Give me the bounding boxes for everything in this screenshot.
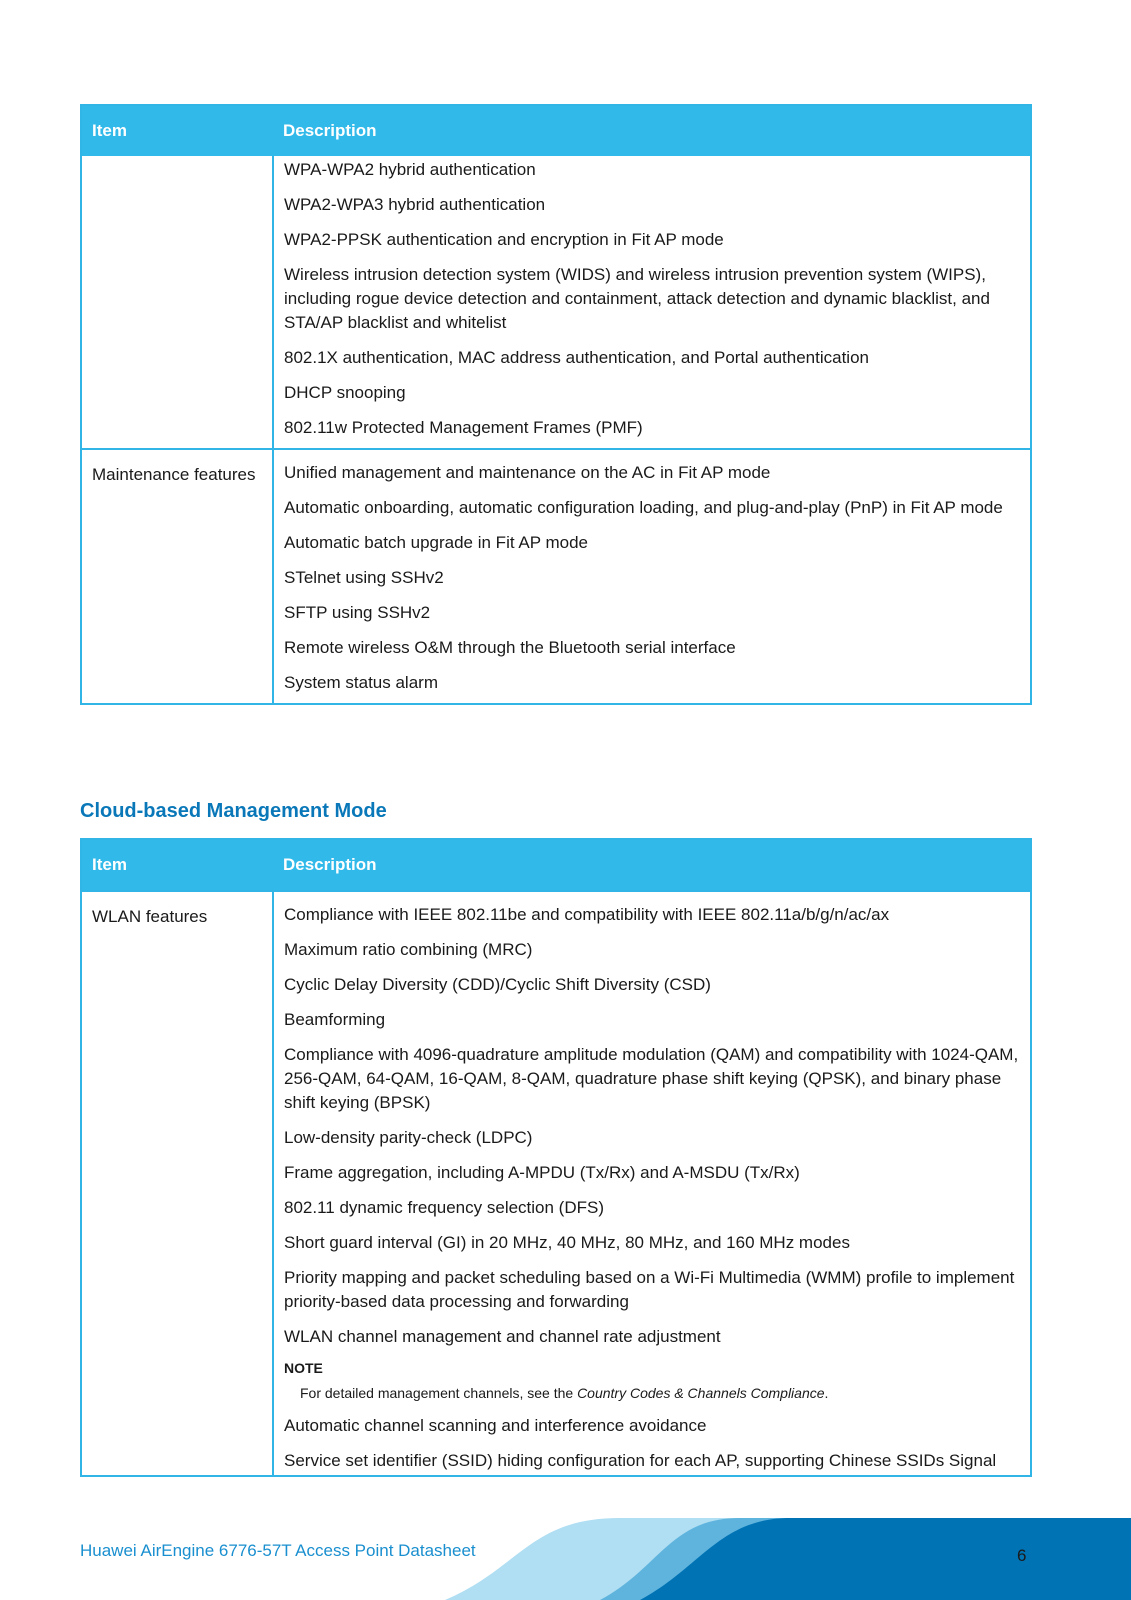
description-line: 802.1X authentication, MAC address authentication, and Portal authentication	[284, 348, 869, 367]
description-cell	[273, 891, 1031, 1476]
description-line: WPA2-PPSK authentication and encryption in Fit AP mode	[284, 230, 724, 249]
description-line: Compliance with IEEE 802.11be and compatibility with IEEE 802.11a/b/g/n/ac/ax	[284, 905, 890, 924]
note-text-suffix: .	[824, 1385, 829, 1401]
page-number: 6	[1017, 1546, 1027, 1565]
description-line: Short guard interval (GI) in 20 MHz, 40 MHz, 80 MHz, and 160 MHz modes	[284, 1233, 850, 1252]
description-line: DHCP snooping	[284, 383, 406, 402]
description-line: Cyclic Delay Diversity (CDD)/Cyclic Shift Diversity (CSD)	[284, 975, 711, 994]
description-line: Maximum ratio combining (MRC)	[284, 940, 533, 959]
note-text-prefix: For detailed management channels, see the	[300, 1385, 578, 1401]
description-line: Automatic channel scanning and interference avoidance	[284, 1416, 707, 1435]
description-line: Remote wireless O&M through the Bluetooth serial interface	[284, 638, 736, 657]
description-line: Priority mapping and packet scheduling based on a Wi-Fi Multimedia (WMM) profile to implement priority-based data processing and forwarding	[284, 1268, 1015, 1311]
column-header-description: Description	[273, 839, 1031, 891]
description-line: SFTP using SSHv2	[284, 603, 431, 622]
table-header-row	[81, 105, 1031, 156]
description-line: 802.11w Protected Management Frames (PMF)	[284, 418, 643, 437]
column-header-description: Description	[273, 105, 1031, 156]
item-cell: Maintenance features	[81, 449, 273, 704]
table-row	[81, 449, 1031, 704]
cloud-management-table	[80, 838, 1032, 1477]
description-line: Service set identifier (SSID) hiding configuration for each AP, supporting Chinese SSIDs Signal	[284, 1451, 997, 1470]
table-header-row	[81, 839, 1031, 891]
description-line: WLAN channel management and channel rate adjustment	[284, 1327, 721, 1346]
description-line: Automatic batch upgrade in Fit AP mode	[284, 533, 588, 552]
description-line: Beamforming	[284, 1010, 386, 1029]
description-line: System status alarm	[284, 673, 438, 692]
table-row	[81, 891, 1031, 1476]
description-cell	[273, 449, 1031, 704]
column-header-item: Item	[81, 105, 273, 156]
description-line: Wireless intrusion detection system (WIDS) and wireless intrusion prevention system (WIPS), including rogue device detection and containment, attack detection and dynamic blacklist, and STA/AP blacklist and whitelist	[284, 265, 990, 332]
note-text	[284, 1383, 1020, 1403]
item-cell	[81, 156, 273, 449]
description-line: Automatic onboarding, automatic configuration loading, and plug-and-play (PnP) in Fit AP mode	[284, 498, 1003, 517]
footer-document-title: Huawei AirEngine 6776-57T Access Point Datasheet	[80, 1541, 476, 1560]
column-header-item: Item	[81, 839, 273, 891]
description-line: Low-density parity-check (LDPC)	[284, 1128, 533, 1147]
description-line: WPA-WPA2 hybrid authentication	[284, 160, 536, 179]
description-line: STelnet using SSHv2	[284, 568, 444, 587]
description-line: WPA2-WPA3 hybrid authentication	[284, 195, 546, 214]
table-row	[81, 156, 1031, 449]
description-cell	[273, 156, 1031, 449]
item-cell: WLAN features	[81, 891, 273, 1476]
description-line: Frame aggregation, including A-MPDU (Tx/Rx) and A-MSDU (Tx/Rx)	[284, 1163, 800, 1182]
description-line: 802.11 dynamic frequency selection (DFS)	[284, 1198, 605, 1217]
description-line: Unified management and maintenance on the AC in Fit AP mode	[284, 463, 771, 482]
security-maintenance-table	[80, 104, 1032, 705]
note-reference-title: Country Codes & Channels Compliance	[577, 1385, 825, 1401]
description-line: Compliance with 4096-quadrature amplitude modulation (QAM) and compatibility with 1024-QAM, 256-QAM, 64-QAM, 16-QAM, 8-QAM, quadrature phase shift keying (QPSK), and binary phase shift keying (BPSK)	[284, 1045, 1019, 1112]
note-label: NOTE	[284, 1360, 323, 1376]
section-title: Cloud-based Management Mode	[80, 800, 387, 822]
